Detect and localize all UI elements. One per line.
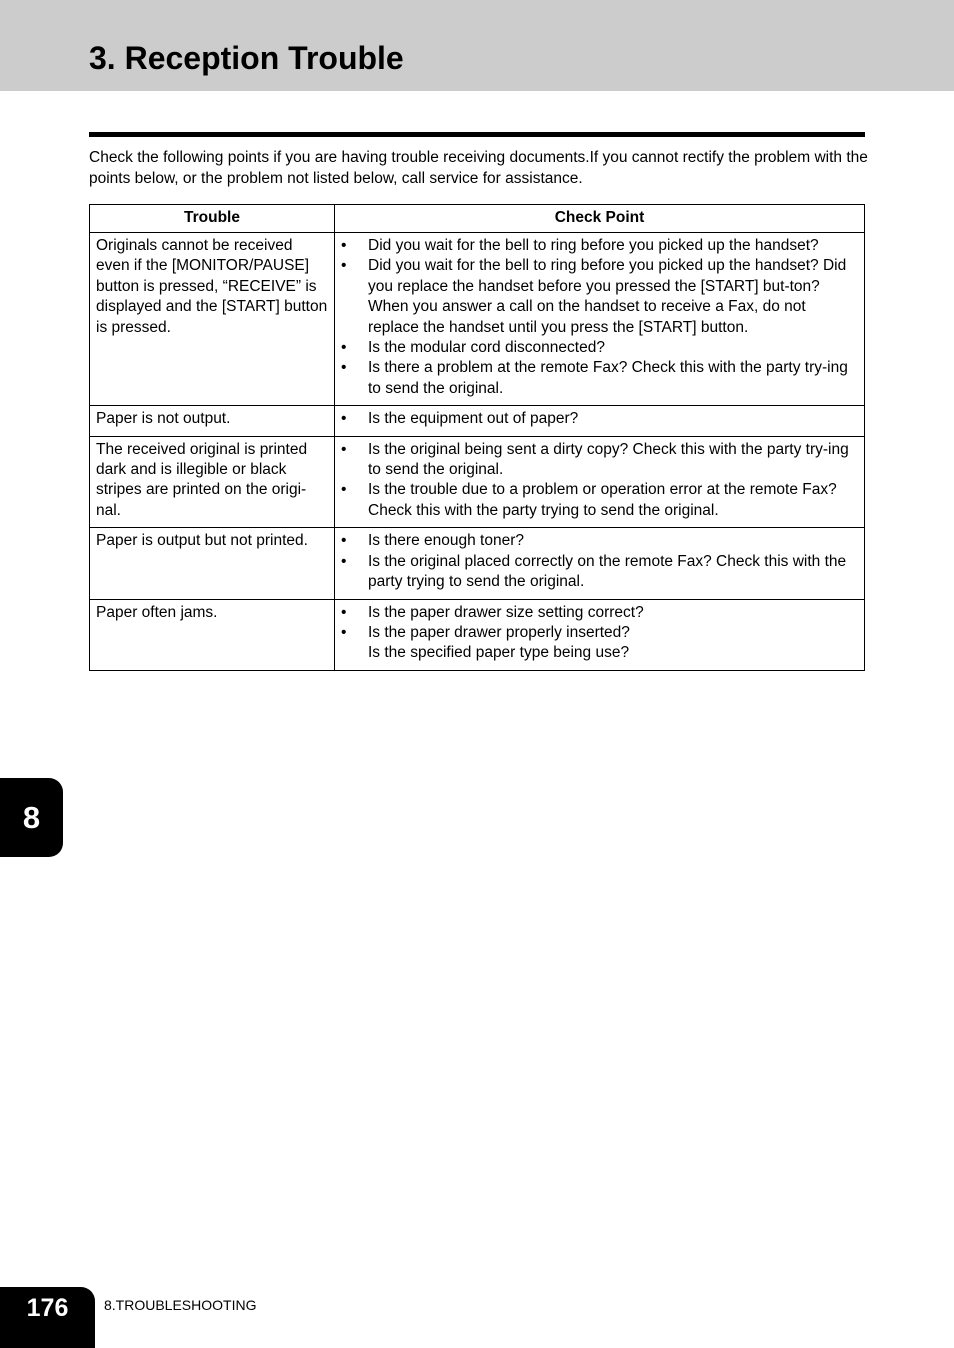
- chapter-tab: 8: [0, 778, 63, 857]
- check-point-item: [341, 358, 858, 399]
- check-point-cell: [335, 436, 865, 528]
- check-point-cell: [335, 599, 865, 670]
- bullet-icon: •: [341, 623, 347, 641]
- check-point-item: [341, 552, 858, 593]
- check-point-text: Is the paper drawer properly inserted?: [368, 623, 630, 641]
- bullet-icon: •: [341, 410, 347, 428]
- trouble-cell: Paper is not output.: [90, 406, 335, 436]
- section-rule: [89, 132, 865, 137]
- table-row: [90, 406, 865, 436]
- bullet-icon: •: [341, 359, 347, 377]
- check-point-cell: [335, 528, 865, 599]
- page-number: 176: [0, 1287, 95, 1348]
- check-point-text: Is there a problem at the remote Fax? Check this with the party try-ing to send the original.: [368, 359, 848, 397]
- check-point-cell: [335, 233, 865, 406]
- check-point-text: Did you wait for the bell to ring before you picked up the handset?: [368, 237, 819, 254]
- trouble-cell: Paper often jams.: [90, 599, 335, 670]
- bullet-icon: •: [341, 237, 347, 254]
- check-point-item: [341, 623, 858, 643]
- column-header-check-point: Check Point: [335, 205, 865, 233]
- trouble-cell: Paper is output but not printed.: [90, 528, 335, 599]
- bullet-icon: •: [341, 532, 347, 550]
- check-point-text: Is the equipment out of paper?: [368, 410, 579, 428]
- table-body: [90, 233, 865, 671]
- check-point-cell: [335, 406, 865, 436]
- bullet-icon: •: [341, 481, 347, 499]
- table-header-row: [90, 205, 865, 233]
- check-point-text: Is the original placed correctly on the remote Fax? Check this with the party trying to send the original.: [368, 552, 847, 591]
- table-row: [90, 528, 865, 599]
- check-point-text: Is the specified paper type being use?: [368, 644, 630, 662]
- section-label: 8.TROUBLESHOOTING: [104, 1297, 257, 1313]
- check-point-item: [341, 603, 858, 623]
- check-point-item: [341, 409, 858, 429]
- check-point-item: [341, 531, 858, 551]
- page-title: 3. Reception Trouble: [89, 40, 404, 76]
- table-row: [90, 599, 865, 670]
- check-point-item: [341, 256, 858, 338]
- column-header-trouble: Trouble: [90, 205, 335, 233]
- check-point-item: [341, 236, 858, 256]
- trouble-table: [89, 204, 865, 671]
- check-point-text: Is the paper drawer size setting correct?: [368, 603, 644, 621]
- trouble-cell: The received original is printed dark and is illegible or black stripes are printed on the origi-nal.: [90, 436, 335, 528]
- intro-text: Check the following points if you are having trouble receiving documents.If you cannot rectify the problem with the points below, or the problem not listed below, call service for assistance.: [89, 149, 868, 187]
- table-row: [90, 233, 865, 406]
- check-point-text: Is there enough toner?: [368, 532, 524, 550]
- check-point-text: Is the modular cord disconnected?: [368, 339, 605, 357]
- check-point-text: Is the trouble due to a problem or operation error at the remote Fax? Check this with the party trying to send the original.: [368, 481, 837, 519]
- check-point-item: [341, 480, 858, 521]
- bullet-icon: •: [341, 257, 347, 275]
- header-band: [0, 0, 954, 91]
- table-row: [90, 436, 865, 528]
- check-point-text: Did you wait for the bell to ring before you picked up the handset? Did you replace the handset before you pressed the [START] but-ton? When you answer a call on the handset to receive a Fax, do not replace the handset until you press the [START] button.: [368, 257, 847, 336]
- check-point-item: [341, 643, 858, 663]
- check-point-item: [341, 338, 858, 358]
- bullet-icon: •: [341, 440, 347, 458]
- bullet-icon: •: [341, 339, 347, 357]
- trouble-cell: Originals cannot be received even if the [MONITOR/PAUSE] button is pressed, “RECEIVE” is displayed and the [START] button is pressed.: [90, 233, 335, 406]
- bullet-icon: •: [341, 603, 347, 621]
- check-point-text: Is the original being sent a dirty copy? Check this with the party try-ing to send the original.: [368, 440, 849, 479]
- check-point-item: [341, 440, 858, 481]
- bullet-icon: •: [341, 552, 347, 570]
